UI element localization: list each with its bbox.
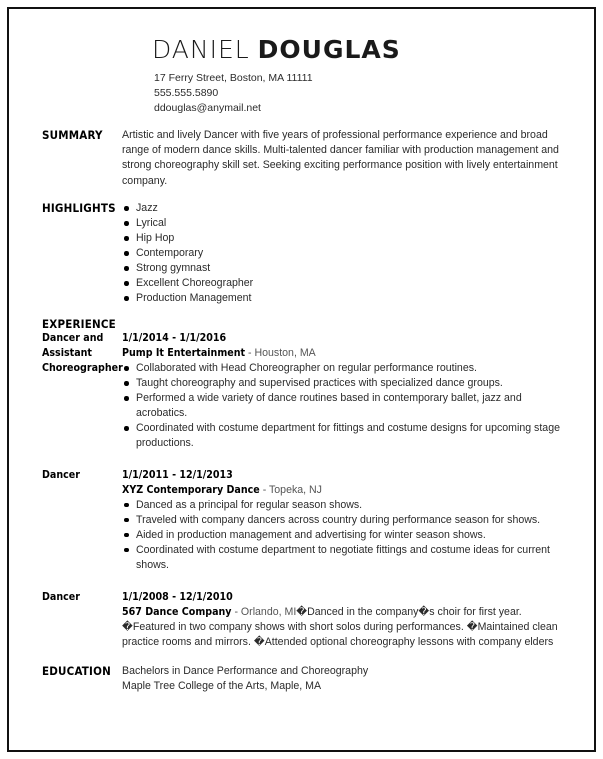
job-company-line [122,346,568,361]
job-dates: 1/1/2011 - 12/1/2013 [122,469,233,482]
job-detail [122,468,594,573]
job-bullet-item: Taught choreography and supervised practices with specialized dance groups. [122,376,568,391]
experience-heading: EXPERIENCE [42,317,116,332]
job-dates: 1/1/2014 - 1/1/2016 [122,332,227,345]
highlight-item: Lyrical [122,216,568,231]
job-runon-text: �Danced in the company�s choir for first year. �Featured in two company shows with short solos during performances. �Maintained clean practice rooms and mirrors. �Attended optional choreography lessons with company elders [122,605,558,648]
last-name: DOUGLAS [257,35,401,64]
summary-section [9,128,594,189]
contact-phone: 555.555.5890 [154,86,219,99]
highlight-item: Hip Hop [122,231,568,246]
job-bullet-list [122,361,568,451]
highlights-heading: HIGHLIGHTS [42,201,116,216]
education-body [122,664,594,695]
highlights-body [122,201,594,306]
job-bullet-item: Coordinated with costume department for fittings and costume designs for upcoming stage productions. [122,421,568,451]
job-location: Topeka, NJ [268,484,322,497]
job-bullet-list [122,498,568,573]
resume-header [9,9,594,116]
job-bullet-item: Danced as a principal for regular season shows. [122,498,568,513]
highlight-item: Production Management [122,291,568,306]
job-separator: - [245,347,255,360]
job-bullet-item: Traveled with company dancers across country during performance season for shows. [122,513,568,528]
job-company-line [122,483,568,498]
job-company-line [122,605,568,650]
job-dates: 1/1/2008 - 12/1/2010 [122,591,233,604]
summary-text: Artistic and lively Dancer with five years of professional performance experience and broad range of modern dance skills. Multi-talented dancer familiar with production management and strong choreography skill set. Seeking exciting performance position with lively entertainment company. [122,128,559,187]
job-separator: - [231,605,241,618]
job-separator: - [259,484,269,497]
job-company-name: Pump It Entertainment [122,347,246,360]
experience-job-list [9,331,594,650]
contact-block [154,71,594,116]
job-bullet-item: Coordinated with costume department to negotiate fittings and costume ideas for current shows. [122,543,568,573]
summary-body [122,128,594,189]
job-detail [122,590,594,650]
first-name: DANIEL [152,35,250,64]
job-bullet-item: Performed a wide variety of dance routines based in contemporary ballet, jazz and acrobatics. [122,391,568,421]
job-detail [122,331,594,451]
experience-job [9,331,594,451]
education-degree: Bachelors in Dance Performance and Choreography [122,664,369,677]
education-school: Maple Tree College of the Arts, Maple, MA [122,680,322,693]
summary-heading: SUMMARY [42,127,103,142]
candidate-name [152,37,594,63]
experience-section [9,317,594,650]
job-location: Houston, MA [254,347,316,360]
highlights-list [122,201,568,306]
highlight-item: Strong gymnast [122,261,568,276]
highlight-item: Contemporary [122,246,568,261]
job-title: Dancer [42,591,80,604]
job-bullet-item: Aided in production management and advertising for winter season shows. [122,528,568,543]
job-title: Dancer [42,469,80,482]
education-heading: EDUCATION [42,663,111,678]
experience-job [9,590,594,650]
contact-address: 17 Ferry Street, Boston, MA 11111 [154,72,313,84]
job-title: Dancer and Assistant Choreographer [42,332,123,375]
highlights-section [9,201,594,306]
job-location: Orlando, MI [240,605,297,618]
job-bullet-item: Collaborated with Head Choreographer on regular performance routines. [122,361,568,376]
highlight-item: Jazz [122,201,568,216]
education-section [9,664,594,695]
resume-page [7,7,596,752]
job-company-name: XYZ Contemporary Dance [122,484,260,497]
highlight-item: Excellent Choreographer [122,276,568,291]
contact-email: ddouglas@anymail.net [154,101,261,114]
experience-job [9,468,594,573]
job-company-name: 567 Dance Company [122,605,232,618]
